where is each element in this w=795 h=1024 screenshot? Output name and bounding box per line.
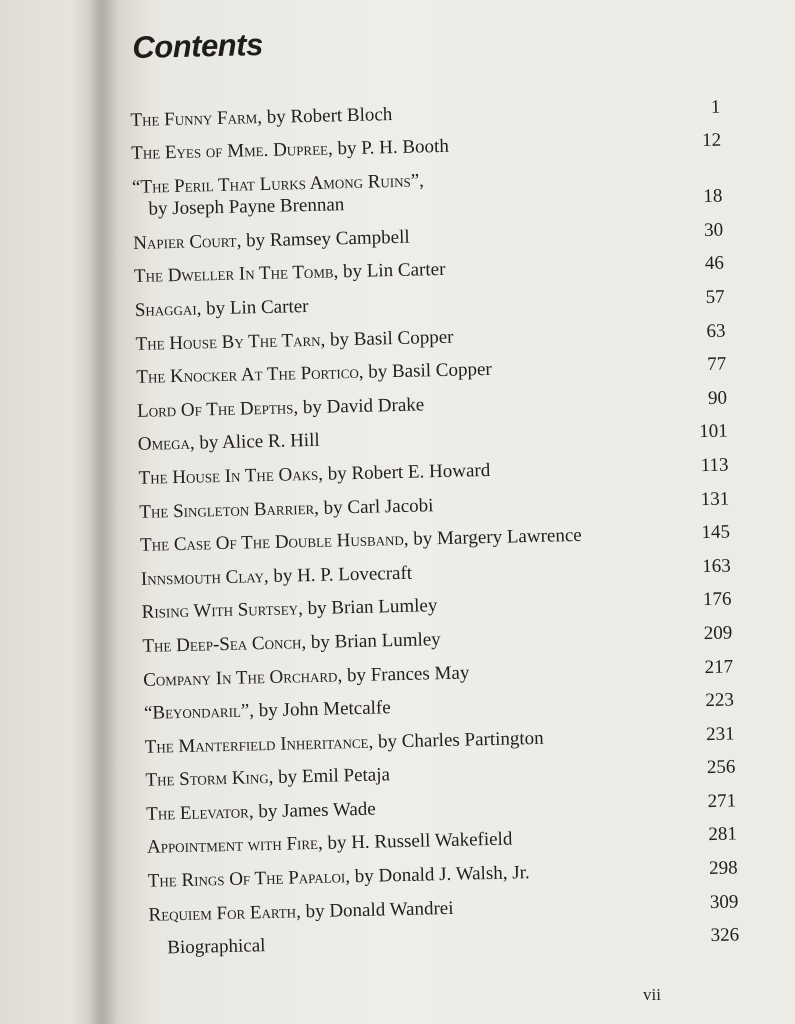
page-number: 30 [703, 219, 724, 241]
story-author: , by James Wade [248, 798, 376, 823]
story-author: , by Carl Jacobi [313, 494, 434, 519]
story-title: Requiem For Earth [148, 901, 297, 926]
page-number: 326 [710, 924, 740, 947]
page-number: 163 [702, 555, 732, 577]
page-number: 131 [700, 488, 730, 510]
story-title: The Deep-Sea Conch [142, 632, 302, 657]
page-number: 256 [706, 756, 736, 779]
story-author: , by Basil Copper [358, 359, 492, 384]
page-number: 281 [708, 823, 738, 846]
page-number: 145 [701, 521, 731, 544]
story-title: Rising With Surtsey [141, 598, 299, 624]
story-title: The Dweller In The Tomb [133, 261, 334, 288]
story-title: The Singleton Barrier [139, 497, 315, 523]
page-number: 63 [706, 320, 726, 342]
page-number: 309 [709, 891, 739, 913]
page-number: 57 [705, 286, 725, 308]
story-title: The Elevator [146, 801, 250, 825]
facing-page [0, 0, 100, 1024]
story-title: The Storm King [145, 767, 269, 792]
page-number: 77 [706, 353, 727, 376]
story-title: The House In The Oaks [138, 463, 319, 489]
story-author: , by John Metcalfe [249, 697, 391, 722]
story-author: by Joseph Payne Brennan [148, 194, 345, 220]
page-number: 231 [705, 723, 735, 745]
story-title: Company In The Orchard [142, 664, 338, 691]
gutter-shadow [88, 0, 118, 1024]
story-title: Shaggai [134, 298, 197, 321]
table-of-contents [130, 85, 739, 960]
biographical-label: Biographical [167, 935, 266, 959]
story-author: , by Robert E. Howard [317, 459, 491, 485]
story-title: Appointment with Fire [146, 833, 319, 859]
story-author: , by Basil Copper [320, 326, 454, 351]
story-author: , by Margery Lawrence [403, 524, 582, 551]
story-author: , by Alice R. Hill [189, 430, 320, 455]
page-number: 90 [707, 387, 728, 409]
story-author: , by Lin Carter [333, 259, 446, 283]
story-title: The Funny Farm [130, 106, 258, 131]
page-number: 1 [710, 96, 721, 118]
page-number: 101 [698, 420, 728, 443]
story-title: The House By The Tarn [135, 329, 321, 355]
page-number: 113 [700, 454, 729, 477]
story-author: , by Brian Lumley [297, 595, 438, 620]
story-title: The Eyes of Mme. Dupree [131, 138, 329, 165]
story-title: “The Peril That Lurks Among Ruins”, [131, 170, 425, 199]
story-author: , by H. P. Lovecraft [263, 562, 413, 587]
story-author: , by Donald Wandrei [295, 897, 454, 923]
page-number: 176 [702, 588, 732, 611]
story-title: Napier Court [133, 230, 237, 254]
story-author: , by Lin Carter [196, 295, 309, 320]
story-author: , by Donald J. Walsh, Jr. [345, 862, 530, 888]
page-number: 298 [708, 857, 738, 880]
story-title: Omega [137, 433, 191, 456]
page-number: 18 [703, 185, 723, 208]
story-author: , by David Drake [293, 394, 425, 419]
story-author: , by Frances May [337, 661, 470, 686]
story-title: Innsmouth Clay [140, 565, 265, 590]
page-number: 12 [701, 129, 722, 152]
story-author: , by P. H. Booth [327, 135, 450, 160]
story-author: , by H. Russell Wakefield [317, 828, 513, 855]
contents-heading: Contents [132, 27, 264, 65]
page-number: 217 [704, 655, 734, 678]
story-author: , by Emil Petaja [268, 764, 391, 789]
story-author: , by Charles Partington [368, 727, 544, 753]
page-number: 209 [703, 622, 733, 645]
story-title: The Case Of The Double Husband [139, 529, 405, 557]
page-number: 271 [707, 790, 737, 812]
story-title: The Manterfield Inheritance [144, 731, 369, 758]
story-title: The Knocker At The Portico [136, 362, 360, 389]
page-number: 223 [705, 689, 735, 712]
story-author: , by Robert Bloch [256, 103, 393, 128]
story-title: “Beyondaril” [143, 700, 250, 724]
folio-page-number: vii [643, 985, 661, 1004]
page-number: 46 [704, 252, 725, 275]
story-title: Lord Of The Depths [136, 397, 294, 422]
story-title: The Rings Of The Papaloi [147, 866, 346, 892]
story-author: , by Ramsey Campbell [236, 226, 410, 252]
story-author: , by Brian Lumley [301, 628, 441, 654]
